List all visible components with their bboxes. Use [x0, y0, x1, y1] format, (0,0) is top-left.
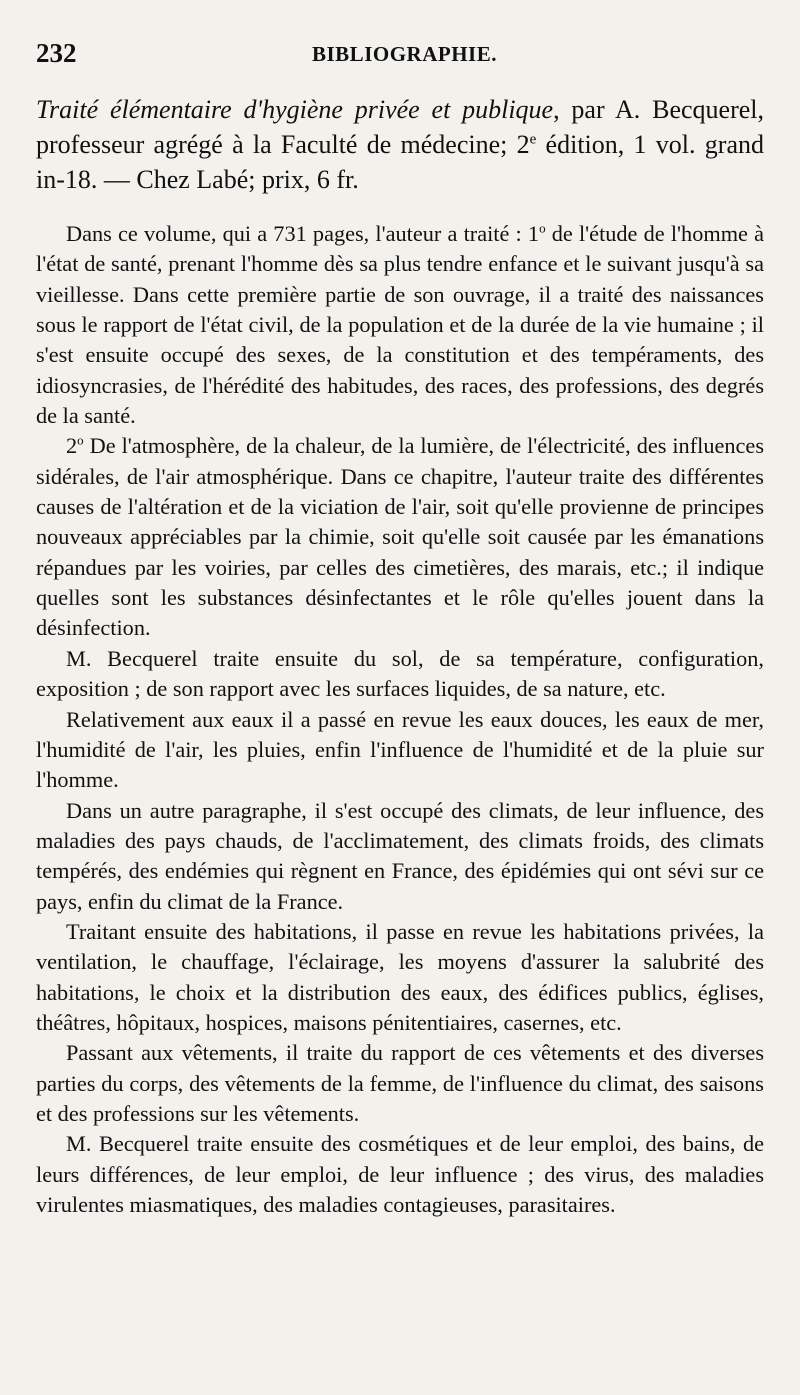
book-byline: , par A. Becquerel, professeur agrégé à la Faculté de médecine; 2	[36, 95, 764, 159]
review-heading	[36, 92, 764, 197]
page-body	[36, 92, 764, 1220]
paragraph: Traitant ensuite des habitations, il passe en revue les habitations privées, la ventilation, le chauffage, l'éclairage, les moyens d'assurer la salubrité des habitations, le choix et la distribution des eaux, des édifices publics, églises, théâtres, hôpitaux, hospices, maisons pénitentiaires, casernes, etc.	[36, 918, 764, 1035]
page-number: 232	[36, 38, 77, 68]
book-details: édition, 1 vol. grand in-18. — Chez Labé; prix, 6 fr.	[36, 130, 764, 194]
running-title: BIBLIOGRAPHIE.	[312, 42, 497, 66]
book-title: Traité élémentaire d'hygiène privée et publique	[36, 95, 554, 124]
paragraph: Dans un autre paragraphe, il s'est occupé des climats, de leur influence, des maladies des pays chauds, de l'acclimatement, des climats froids, des climats tempérés, des endémies qui règnent en France, des épidémies qui ont sévi sur ce pays, enfin du climat de la France.	[36, 797, 764, 914]
page-header	[36, 38, 750, 72]
paragraph: M. Becquerel traite ensuite du sol, de sa température, configuration, exposition ; de son rapport avec les surfaces liquides, de sa nature, etc.	[36, 645, 764, 702]
paragraph: M. Becquerel traite ensuite des cosmétiques et de leur emploi, des bains, de leurs différences, de leur emploi, de leur influence ; des virus, des maladies virulentes miasmatiques, des maladies contagieuses, parasitaires.	[36, 1131, 764, 1217]
paragraph: Passant aux vêtements, il traite du rapport de ces vêtements et des diverses parties du corps, des vêtements de la femme, de l'influence du climat, des saisons et des professions sur les vêtements.	[36, 1040, 764, 1126]
paragraph: 2$^o$ De l'atmosphère, de la chaleur, de la lumière, de l'électricité, des influences sidérales, de l'air atmosphérique. Dans ce chapitre, l'auteur traite des différentes causes de l'altération et de la viciation de l'air, soit qu'elle provienne de principes nouveaux appréciables par la chimie, soit qu'elle soit causée par les émanations répandues par les voiries, par celles des cimetières, des marais, etc.; il indique quelles sont les substances désinfectantes et le rôle qu'elles jouent dans la désinfection.	[36, 432, 764, 641]
paragraph: Dans ce volume, qui a 731 pages, l'auteur a traité : 1$^o$ de l'étude de l'homme à l'état de santé, prenant l'homme dès sa plus tendre enfance et le suivant jusqu'à sa vieillesse. Dans cette première partie de son ouvrage, il a traité des naissances sous le rapport de l'état civil, de la population et de la durée de la vie humaine ; il s'est ensuite occupé des sexes, de la constitution et des tempéraments, des idiosyncrasies, de l'hérédité des habitudes, des races, des professions, des degrés de la santé.	[36, 220, 764, 429]
paragraph: Relativement aux eaux il a passé en revue les eaux douces, les eaux de mer, l'humidité de l'air, les pluies, enfin l'influence de l'humidité et de la pluie sur l'homme.	[36, 706, 764, 793]
edition-superscript: e	[529, 131, 537, 148]
